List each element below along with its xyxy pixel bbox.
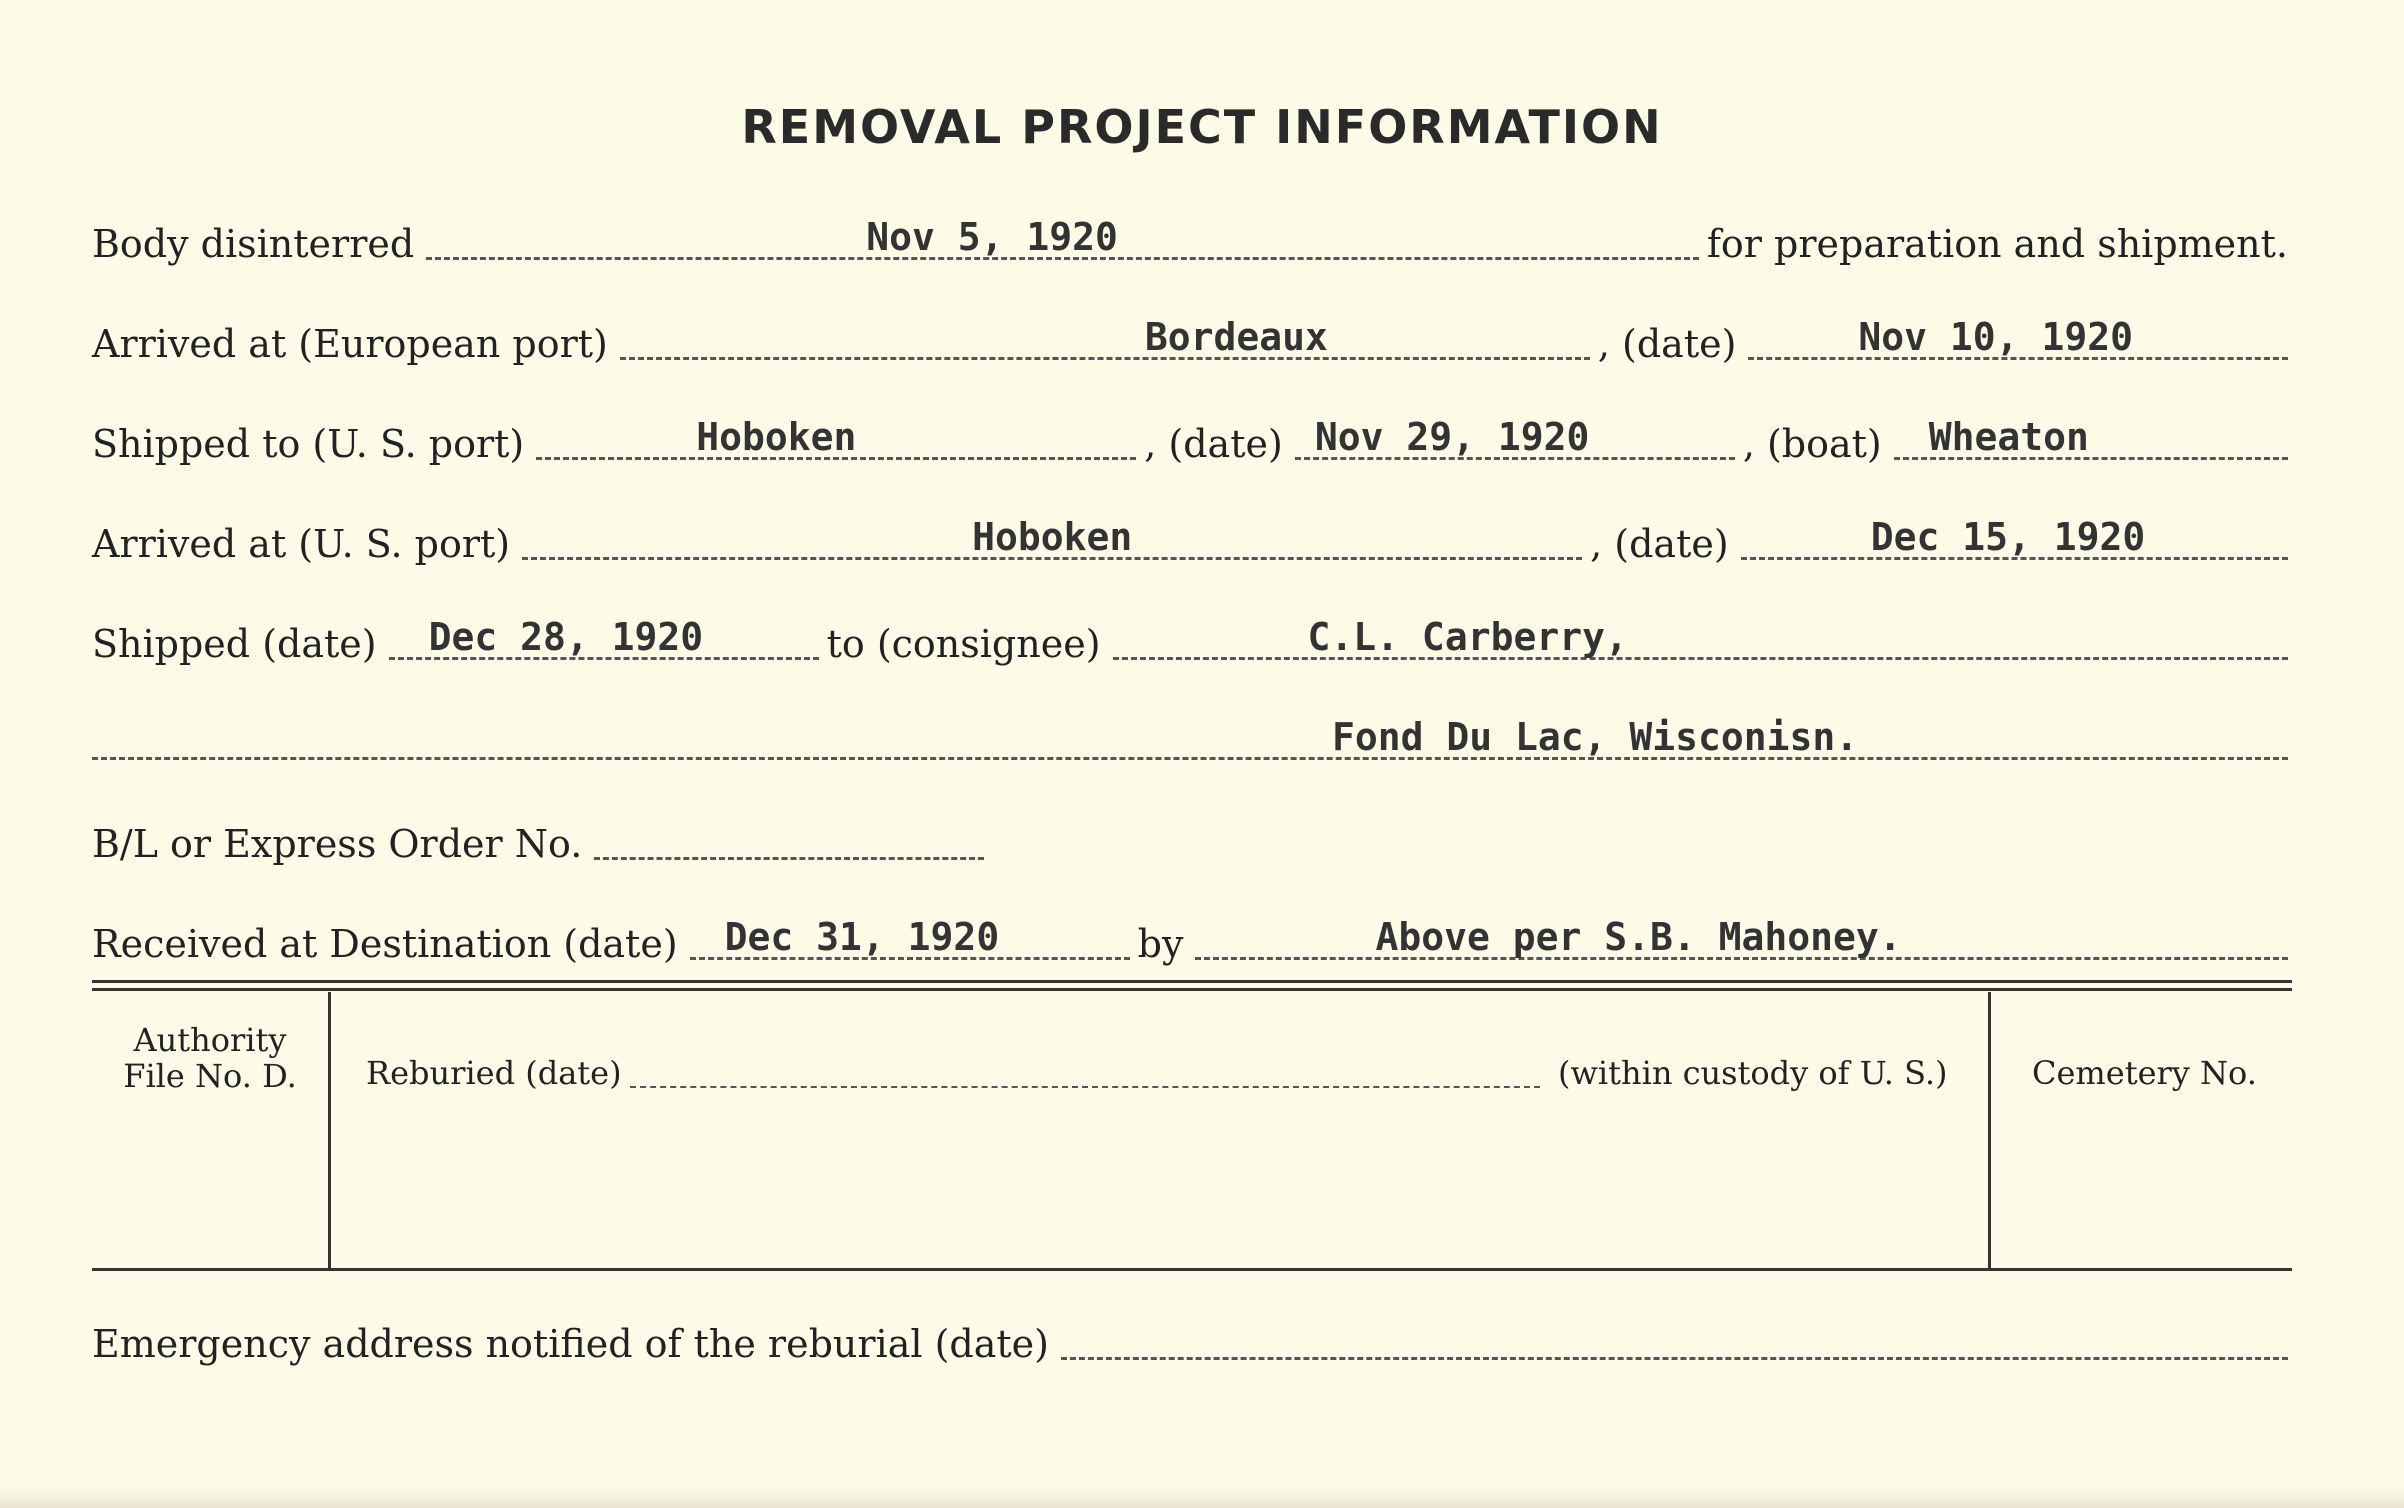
emergency-date-field[interactable]	[1061, 1307, 2288, 1360]
shipped-us-port-value: Hoboken	[696, 415, 857, 459]
shipped-date-value: Nov 29, 1920	[1314, 415, 1590, 459]
bl-order-label: B/L or Express Order No.	[92, 822, 583, 866]
arrived-us-port-value: Hoboken	[972, 515, 1133, 559]
custody-label: (within custody of U. S.)	[1558, 1054, 1948, 1092]
consignee-address-value: Fond Du Lac, Wisconisn.	[1332, 715, 1859, 759]
table-top-rule-2	[92, 988, 2292, 991]
shipped-us-port-field[interactable]	[536, 407, 1136, 460]
european-port-field[interactable]	[620, 307, 1590, 360]
consignee-field[interactable]	[1113, 607, 2288, 660]
consignee-address-field[interactable]	[92, 707, 2288, 760]
european-date-value: Nov 10, 1920	[1858, 315, 2133, 359]
form-title: REMOVAL PROJECT INFORMATION	[741, 100, 1663, 154]
preparation-shipment-label: for preparation and shipment.	[1706, 222, 2288, 266]
consignee-label: to (consignee)	[826, 622, 1101, 666]
arrived-european-port-label: Arrived at (European port)	[92, 322, 608, 366]
european-date-field[interactable]	[1748, 307, 2288, 360]
authority-cell	[120, 1022, 300, 1094]
body-disinterred-field[interactable]	[426, 207, 1699, 260]
consignee-address-row	[92, 710, 2296, 770]
authority-label: Authority	[133, 1021, 287, 1059]
card-bottom-edge	[0, 1490, 2404, 1508]
received-destination-row	[92, 910, 2296, 970]
bl-order-field[interactable]	[594, 807, 984, 860]
shipped-date-field[interactable]	[1295, 407, 1735, 460]
shipped-date-field-2[interactable]	[389, 607, 819, 660]
emergency-address-row	[92, 1310, 2296, 1370]
shipped-date-label: , (date)	[1144, 422, 1283, 466]
reburied-label: Reburied (date)	[366, 1054, 622, 1092]
boat-label: , (boat)	[1742, 422, 1882, 466]
arrived-european-port-row	[92, 310, 2296, 370]
arrived-us-port-label: Arrived at (U. S. port)	[92, 522, 511, 566]
boat-field[interactable]	[1894, 407, 2288, 460]
shipped-date-label-2: Shipped (date)	[92, 622, 377, 666]
received-by-value: Above per S.B. Mahoney.	[1375, 915, 1902, 959]
arrived-us-date-value: Dec 15, 1920	[1870, 515, 2146, 559]
consignee-value: C.L. Carberry,	[1307, 615, 1628, 659]
bl-order-row	[92, 810, 992, 870]
body-disinterred-label: Body disinterred	[92, 222, 415, 266]
table-divider-right	[1988, 992, 1991, 1268]
emergency-address-label: Emergency address notified of the reburial (date)	[92, 1322, 1049, 1366]
reburied-date-field[interactable]	[630, 1086, 1540, 1088]
shipped-date-value-2: Dec 28, 1920	[428, 615, 704, 659]
table-bottom-rule	[92, 1268, 2292, 1271]
received-date-value: Dec 31, 1920	[724, 915, 1000, 959]
boat-value: Wheaton	[1928, 415, 2089, 459]
table-top-rule	[92, 980, 2292, 983]
arrived-us-date-label: , (date)	[1590, 522, 1729, 566]
cemetery-no-label: Cemetery No.	[2032, 1054, 2257, 1092]
received-by-field[interactable]	[1195, 907, 2288, 960]
body-disinterred-value: Nov 5, 1920	[866, 215, 1118, 259]
shipped-consignee-row	[92, 610, 2296, 670]
arrived-us-port-row	[92, 510, 2296, 570]
european-port-value: Bordeaux	[1144, 315, 1328, 359]
european-date-label: , (date)	[1597, 322, 1737, 366]
received-date-field[interactable]	[690, 907, 1130, 960]
arrived-us-port-field[interactable]	[522, 507, 1582, 560]
shipped-us-port-row	[92, 410, 2296, 470]
table-divider-left	[328, 992, 331, 1268]
arrived-us-date-field[interactable]	[1741, 507, 2288, 560]
shipped-us-port-label: Shipped to (U. S. port)	[92, 422, 525, 466]
received-destination-label: Received at Destination (date)	[92, 922, 678, 966]
body-disinterred-row	[92, 210, 2296, 270]
file-no-label: File No. D.	[123, 1057, 297, 1095]
received-by-label: by	[1137, 922, 1184, 966]
